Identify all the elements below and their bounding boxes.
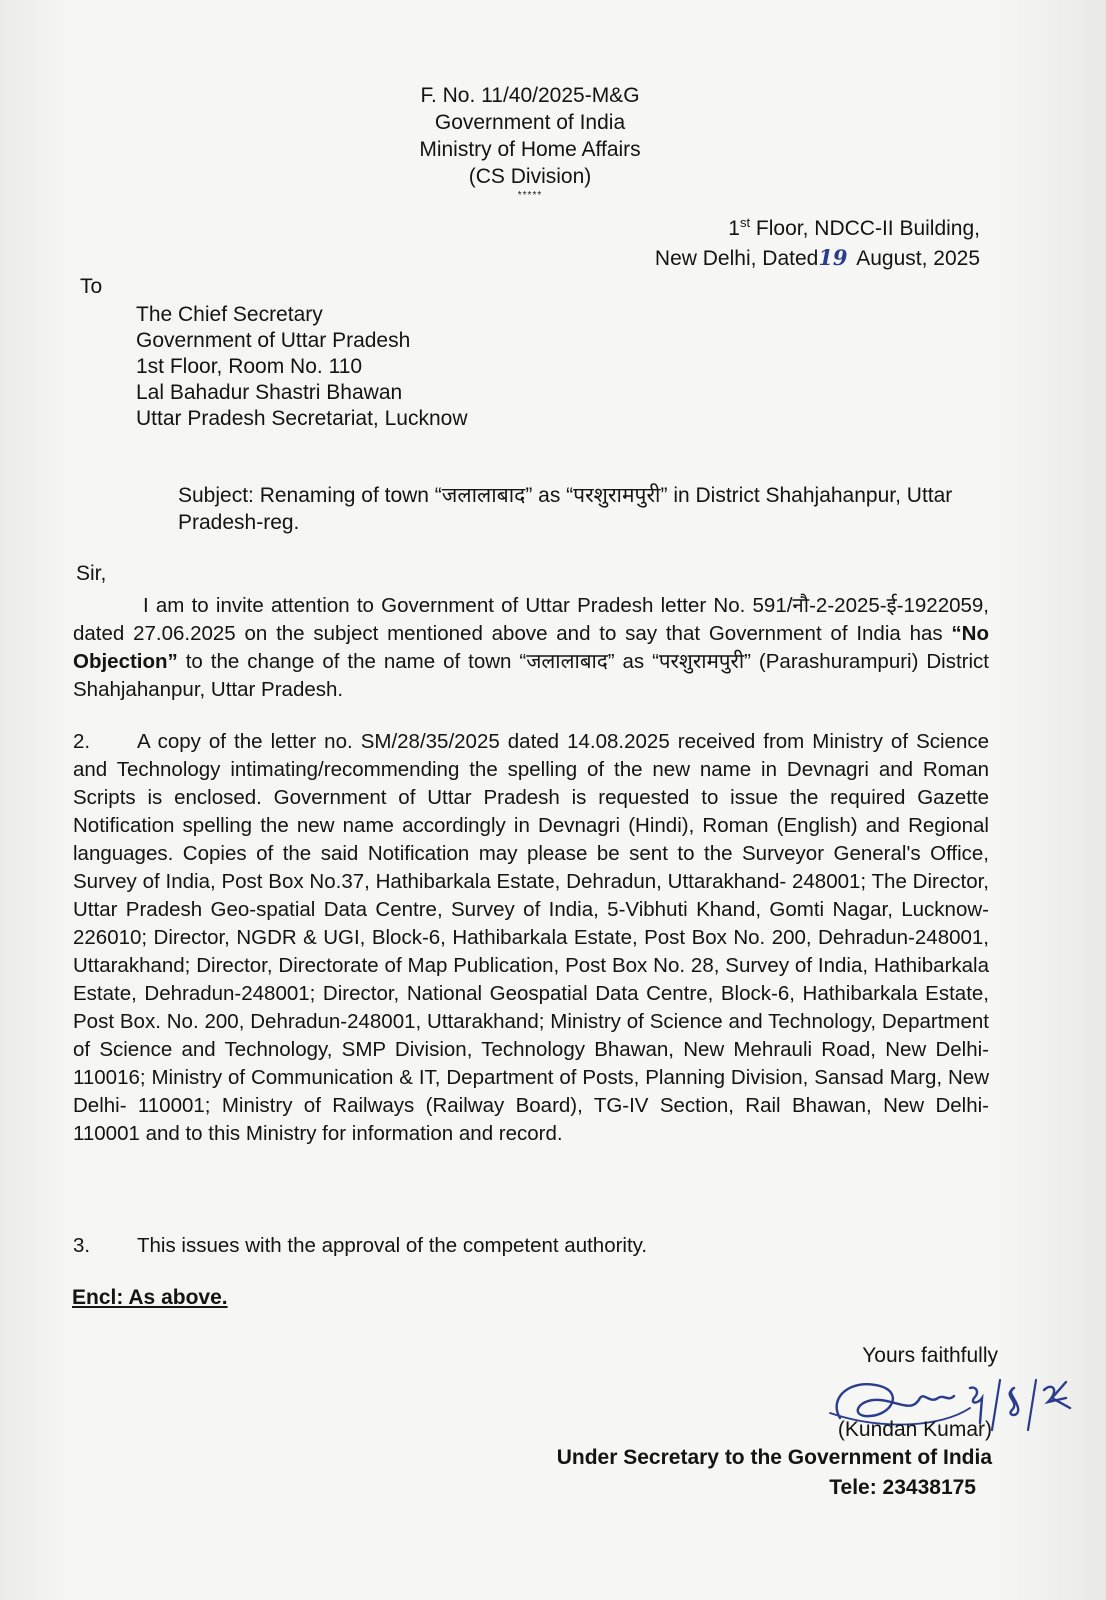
dated-suffix: August, 2025 [856, 247, 980, 270]
dated-line [655, 243, 980, 273]
handwritten-day: 19 [818, 245, 848, 270]
para1-text: I am to invite attention to Government of Uttar Pradesh letter No. 591/नौ-2-2025-ई-1922059, dated 27.06.2025 on the subject mentioned above and to say that Government of India has [73, 594, 989, 645]
floor-number: 1 [728, 217, 740, 240]
subject-line: Subject: Renaming of town “जलालाबाद” as “परशुरामपुरी” in District Shahjahanpur, Uttar Pradesh-reg. [178, 484, 953, 534]
recipient-line: The Chief Secretary [136, 303, 323, 326]
signatory-title: Under Secretary to the Government of India [556, 1446, 992, 1469]
paragraph-2 [73, 728, 989, 1148]
recipient-line: 1st Floor, Room No. 110 [136, 355, 363, 378]
closing-phrase: Yours faithfully [862, 1344, 998, 1367]
paragraph-number: 3. [73, 1234, 91, 1257]
floor-superscript: st [739, 215, 751, 230]
signatory-telephone: Tele: 23438175 [829, 1476, 976, 1499]
to-label: To [80, 275, 103, 298]
building-line [655, 214, 980, 243]
recipient-line: Lal Bahadur Shastri Bhawan [136, 381, 403, 404]
para2-text: A copy of the letter no. SM/28/35/2025 dated 14.08.2025 received from Ministry of Science and Technology intimating/recommending the spelling of the new name in Devnagri and Roman Scripts is enclosed. Government of Uttar Pradesh is requested to issue the required Gazette Notification spelling the new name accordingly in Devnagri (Hindi), Roman (English) and Regional languages. Copies of the said Notification may please be sent to the Surveyor General's Office, Survey of India, Post Box No.37, Hathibarkala Estate, Dehradun, Uttarakhand- 248001; The Director, Uttar Pradesh Geo-spatial Data Centre, Survey of India, 5-Vibhuti Khand, Gomti Nagar, Lucknow-226010; Director, NGDR & UGI, Block-6, Hathibarkala Estate, Post Box No. 200, Dehradun-248001, Uttarakhand; Director, Directorate of Map Publication, Post Box No. 28, Survey of India, Hathibarkala Estate, Dehradun-248001; Director, National Geospatial Data Centre, Block-6, Hathibarkala Estate, Post Box. No. 200, Dehradun-248001, Uttarakhand; Ministry of Science and Technology, Department of Science and Technology, SMP Division, Technology Bhawan, New Mehrauli Road, New Delhi-110016; Ministry of Communication & IT, Department of Posts, Planning Division, Sansad Marg, New Delhi- 110001; Ministry of Railways (Railway Board), TG-IV Section, Rail Bhawan, New Delhi- 110001 and to this Ministry for information and record. [73, 730, 989, 1145]
government-name: Government of India [434, 111, 626, 134]
ministry-name: Ministry of Home Affairs [419, 138, 641, 161]
division-name: (CS Division) [468, 165, 592, 188]
salutation: Sir, [76, 562, 107, 585]
para3-text: This issues with the approval of the competent authority. [137, 1234, 648, 1257]
paragraph-3 [73, 1232, 989, 1260]
recipient-address [136, 302, 468, 432]
recipient-line: Government of Uttar Pradesh [136, 329, 411, 352]
no-objection-text: “No Objection” [73, 622, 989, 673]
paragraph-1 [73, 592, 989, 704]
recipient-line: Uttar Pradesh Secretariat, Lucknow [136, 407, 468, 430]
paragraph-number: 2. [73, 730, 91, 753]
file-number: F. No. 11/40/2025-M&G [420, 84, 640, 107]
header-stars: ***** [517, 190, 543, 201]
para1-text-end: to the change of the name of town “जलालाबाद” as “परशुरामपुरी” (Parashurampuri) District Shahjahanpur, Uttar Pradesh. [73, 650, 989, 701]
signatory-name: (Kundan Kumar) [837, 1418, 992, 1441]
sender-address [655, 214, 980, 273]
building-text: Floor, NDCC-II Building, [750, 217, 980, 240]
letter-header [380, 82, 680, 202]
enclosure-note: Encl: As above. [72, 1286, 228, 1309]
dated-prefix: New Delhi, Dated [654, 247, 819, 270]
